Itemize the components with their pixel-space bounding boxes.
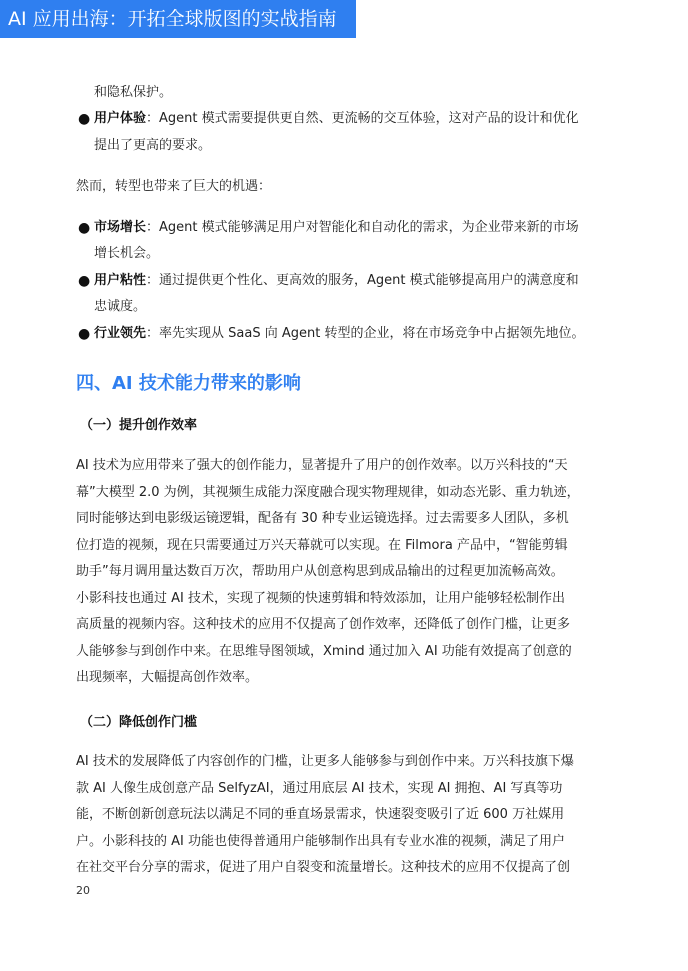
bullet-dot: ● <box>78 111 91 127</box>
paragraph-line: 同时能够达到电影级运镜逻辑，配备有 30 种专业运镜选择。过去需要多人团队，多机 <box>76 511 569 526</box>
bullet-text: ：Agent 模式能够满足用户对智能化和自动化的需求，为企业带来新的市场 <box>146 220 579 235</box>
bullet-text: ：率先实现从 SaaS 向 Agent 转型的企业，将在市场竞争中占据领先地位。 <box>146 326 585 341</box>
bullet-label: 行业领先 <box>94 326 147 341</box>
bullet-opportunity-line1 <box>94 219 579 237</box>
bullet-ux-label: 用户体验 <box>94 111 147 126</box>
paragraph-line: 出现频率，大幅提高创作效率。 <box>76 670 259 685</box>
paragraph-line: 能，不断创新创意玩法以满足不同的垂直场景需求，快速裂变吸引了近 600 万社媒用 <box>76 807 565 822</box>
bullet-opportunity-line2: 增长机会。 <box>94 246 160 261</box>
subsection-heading-threshold: （二）降低创作门槛 <box>80 715 198 730</box>
bullet-ux-line2: 提出了更高的要求。 <box>94 138 212 153</box>
paragraph-line: 助手”每月调用量达数百万次，帮助用户从创意构思到成品输出的过程更加流畅高效。 <box>76 564 564 579</box>
bullet-label: 用户粘性 <box>94 273 147 288</box>
paragraph-line: 户。小影科技的 AI 功能也使得普通用户能够制作出具有专业水准的视频，满足了用户 <box>76 834 565 849</box>
section-heading: 四、AI 技术能力带来的影响 <box>76 373 301 394</box>
paragraph-line: 人能够参与到创作中来。在思维导图领域，Xmind 通过加入 AI 功能有效提高了创意的 <box>76 644 572 659</box>
paragraph-line: 在社交平台分享的需求，促进了用户自裂变和流量增长。这种技术的应用不仅提高了创 <box>76 860 571 875</box>
bullet-opportunity-line1 <box>94 272 579 290</box>
page-number: 20 <box>76 884 90 897</box>
paragraph-line: AI 技术的发展降低了内容创作的门槛，让更多人能够参与到创作中来。万兴科技旗下爆 <box>76 754 574 769</box>
bullet-opportunity-line1 <box>94 325 584 343</box>
bullet-dot: ● <box>78 326 91 342</box>
bullet-dot: ● <box>78 273 91 289</box>
paragraph-line: 高质量的视频内容。这种技术的应用不仅提高了创作效率，还降低了创作门槛，让更多 <box>76 617 571 632</box>
bullet-text: ：通过提供更个性化、更高效的服务，Agent 模式能够提高用户的满意度和 <box>146 273 579 288</box>
paragraph-line: AI 技术为应用带来了强大的创作能力，显著提升了用户的创作效率。以万兴科技的“天 <box>76 458 568 473</box>
bullet-label: 市场增长 <box>94 220 147 235</box>
opportunity-intro: 然而，转型也带来了巨大的机遇： <box>76 179 272 194</box>
bullet-ux-line1 <box>94 110 579 128</box>
paragraph-line: 款 AI 人像生成创意产品 SelfyzAI，通过用底层 AI 技术，实现 AI 拥抱、AI 写真等功 <box>76 781 563 796</box>
paragraph-line: 幕”大模型 2.0 为例，其视频生成能力深度融合现实物理规律，如动态光影、重力轨迹， <box>76 485 580 500</box>
subsection-heading-efficiency: （一）提升创作效率 <box>80 418 198 433</box>
paragraph-line: 位打造的视频，现在只需要通过万兴天幕就可以实现。在 Filmora 产品中，“智能剪辑 <box>76 538 568 553</box>
paragraph-continuation: 和隐私保护。 <box>94 85 173 100</box>
paragraph-line: 小影科技也通过 AI 技术，实现了视频的快速剪辑和特效添加，让用户能够轻松制作出 <box>76 591 565 606</box>
running-header: AI 应用出海：开拓全球版图的实战指南 <box>0 0 356 38</box>
bullet-dot: ● <box>78 220 91 236</box>
bullet-opportunity-line2: 忠诚度。 <box>94 299 147 314</box>
bullet-ux-text: ：Agent 模式需要提供更自然、更流畅的交互体验，这对产品的设计和优化 <box>146 111 579 126</box>
